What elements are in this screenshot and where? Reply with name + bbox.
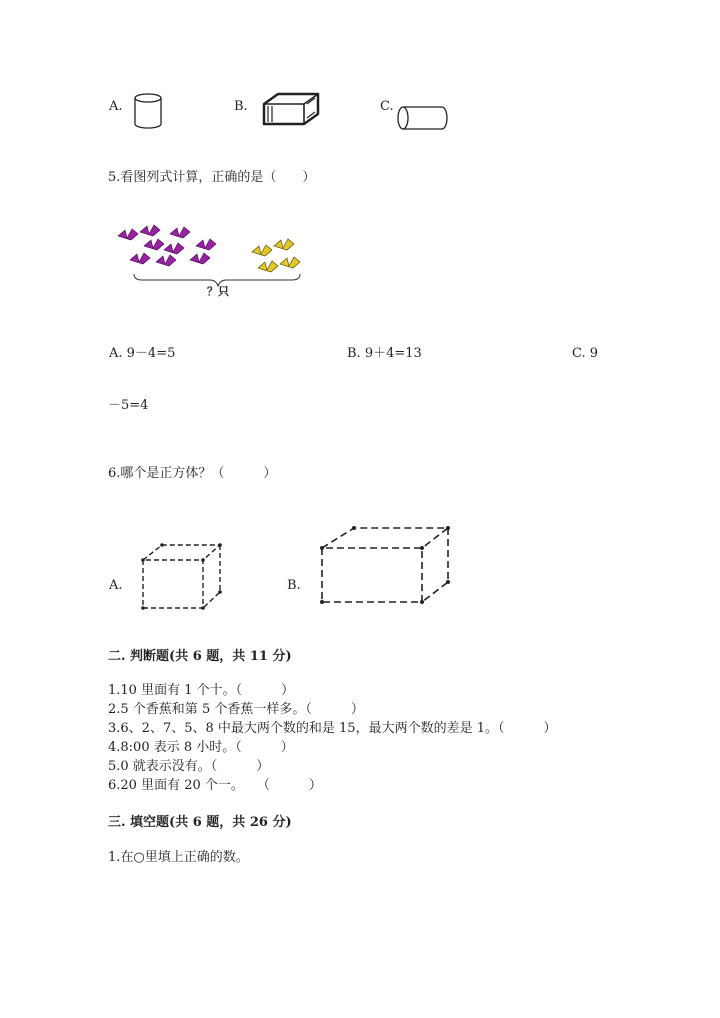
cylinder-upright-figure: [132, 92, 166, 132]
section3-item: 1.在○里填上正确的数。: [108, 850, 249, 865]
purple-butterfly-icon: [170, 227, 190, 238]
section2-item: 5.0 就表示没有。（ ）: [108, 759, 270, 774]
section3-heading: 三. 填空题(共 6 题，共 26 分): [108, 815, 292, 830]
yellow-butterfly-icon: [258, 261, 278, 272]
q4-option-c-label: C.: [380, 99, 394, 114]
section2-item: 3.6、2、7、5、8 中最大两个数的和是 15，最大两个数的差是 1。（ ）: [108, 721, 557, 736]
purple-butterfly-icon: [118, 229, 138, 240]
purple-butterfly-icon: [156, 255, 176, 266]
yellow-butterfly-icon: [252, 245, 272, 256]
purple-butterfly-icon: [140, 225, 160, 236]
purple-butterfly-icon: [164, 243, 184, 254]
q5-option-a: A. 9－4=5: [109, 346, 176, 361]
section2-heading: 二. 判断题(共 6 题，共 11 分): [108, 649, 292, 664]
q5-option-c-line1: C. 9: [572, 346, 599, 361]
purple-butterfly-icon: [190, 253, 210, 264]
cube-figure: [138, 540, 222, 614]
cuboid-figure: [316, 522, 456, 608]
rounded-box-figure: [260, 92, 322, 132]
q4-option-b-label: B.: [234, 99, 248, 114]
q6-stem: 6.哪个是正方体？（ ）: [108, 466, 277, 481]
q6-option-b-label: B.: [287, 578, 301, 593]
q5-brace-label: ？只: [207, 285, 229, 298]
yellow-butterfly-icon: [274, 239, 294, 250]
yellow-butterfly-icon: [280, 257, 300, 268]
cylinder-lying-figure: [396, 106, 452, 134]
section2-item: 1.10 里面有 1 个十。（ ）: [108, 683, 295, 698]
section2-item: 2.5 个香蕉和第 5 个香蕉一样多。（ ）: [108, 702, 364, 717]
q6-option-a-label: A.: [109, 578, 123, 593]
q5-option-c-line2: －5=4: [108, 398, 149, 413]
section2-item: 6.20 里面有 20 个一。 （ ）: [108, 778, 322, 793]
section2-item: 4.8:00 表示 8 小时。（ ）: [108, 740, 294, 755]
q5-option-b: B. 9＋4=13: [347, 346, 422, 361]
purple-butterfly-icon: [144, 239, 164, 250]
purple-butterfly-icon: [196, 239, 216, 250]
q5-stem: 5.看图列式计算，正确的是（ ）: [108, 170, 316, 185]
purple-butterfly-icon: [130, 253, 150, 264]
q4-option-a-label: A.: [109, 99, 123, 114]
